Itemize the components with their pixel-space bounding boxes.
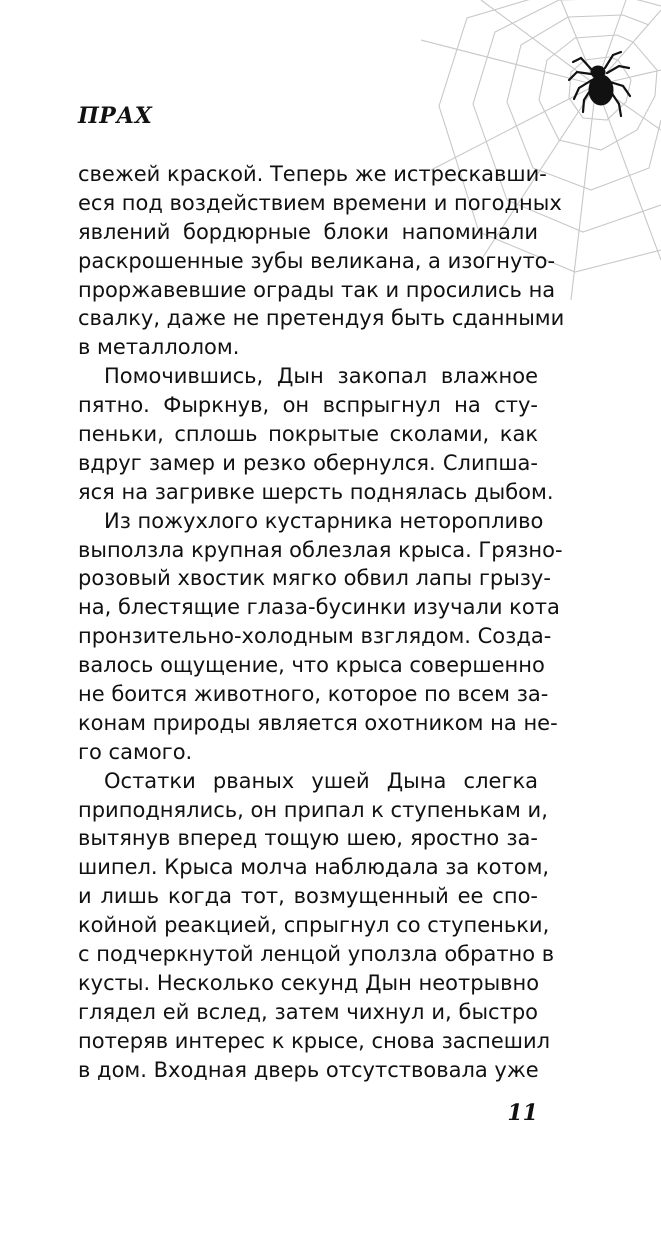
text-line: Остатки рваных ушей Дына слегка: [104, 768, 538, 793]
text-line: выползла крупная облезлая крыса. Грязно-: [78, 537, 563, 562]
text-line: глядел ей вслед, затем чихнул и, быстро: [78, 999, 538, 1024]
text-line: яся на загривке шерсть поднялась дыбом.: [78, 479, 554, 504]
text-line: вдруг замер и резко обернулся. Слипша-: [78, 450, 538, 475]
text-line: пятно. Фыркнув, он вспрыгнул на сту-: [78, 393, 538, 418]
text-line: еся под воздействием времени и погодных: [78, 190, 562, 215]
text-line: в дом. Входная дверь отсутствовала уже: [78, 1057, 539, 1082]
text-line: пеньки, сплошь покрытые сколами, как: [78, 422, 538, 447]
body-text: [78, 160, 565, 1085]
text-line: шипел. Крыса молча наблюдала за котом,: [78, 855, 550, 880]
text-line: свежей краской. Теперь же истрескавши-: [78, 162, 547, 186]
text-line: потеряв интерес к крысе, снова заспешил: [78, 1028, 551, 1053]
text-line: и лишь когда тот, возмущенный ее спо-: [78, 884, 538, 909]
text-line: вытянув вперед тощую шею, яростно за-: [78, 826, 538, 851]
text-line: проржавевшие ограды так и просились на: [78, 277, 556, 302]
text-line: конам природы является охотником на не-: [78, 710, 558, 735]
text-line: Помочившись, Дын закопал влажное: [104, 364, 538, 389]
text-line: розовый хвостик мягко обвил лапы грызу-: [78, 566, 551, 591]
text-line: раскрошенные зубы великана, а изогнуто-: [78, 248, 556, 273]
text-line: в металлолом.: [78, 335, 240, 360]
page-number: 11: [507, 1100, 538, 1126]
text-line: пронзительно-холодным взглядом. Созда-: [78, 624, 552, 649]
text-line: приподнялись, он припал к ступенькам и,: [78, 797, 548, 822]
text-line: Из пожухлого кустарника неторопливо: [104, 508, 544, 533]
text-line: койной реакцией, спрыгнул со ступеньки,: [78, 913, 550, 938]
running-title: ПРАХ: [78, 103, 153, 129]
text-line: на, блестящие глаза-бусинки изучали кота: [78, 595, 560, 620]
text-line: свалку, даже не претендуя быть сданными: [78, 306, 565, 331]
text-line: не боится животного, которое по всем за-: [78, 682, 549, 707]
text-line: с подчеркнутой ленцой уползла обратно в: [78, 942, 555, 967]
text-line: явлений бордюрные блоки напоминали: [78, 219, 538, 244]
text-line: валось ощущение, что крыса совершенно: [78, 653, 545, 678]
text-line: кусты. Несколько секунд Дын неотрывно: [78, 970, 540, 995]
text-line: го самого.: [78, 739, 193, 764]
